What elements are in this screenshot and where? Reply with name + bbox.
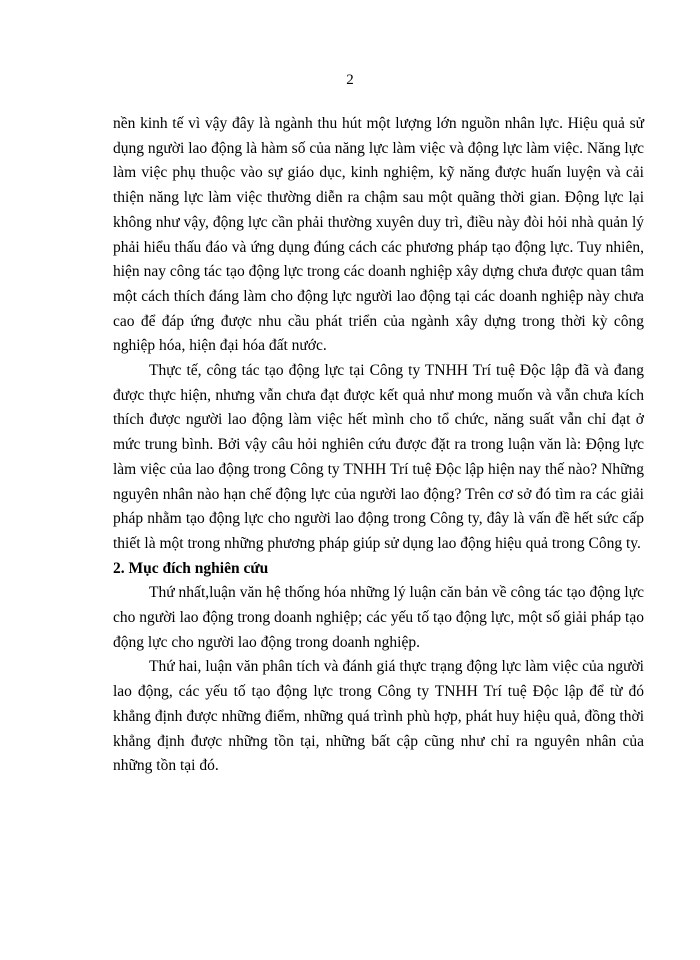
- paragraph-intro-continuation: nền kinh tế vì vậy đây là ngành thu hút một lượng lớn nguồn nhân lực. Hiệu quả sử dụng người lao động là hàm số của năng lực làm việc và động lực làm việc. Năng lực làm việc phụ thuộc vào sự giáo dục, kinh nghiệm, kỹ năng được huấn luyện và cải thiện năng lực làm việc thường diễn ra chậm sau một quãng thời gian. Động lực lại không như vậy, động lực cần phải thường xuyên duy trì, điều này đòi hỏi nhà quản lý phải hiểu thấu đáo và ứng dụng đúng cách các phương pháp tạo động lực. Tuy nhiên, hiện nay công tác tạo động lực trong các doanh nghiệp xây dựng chưa được quan tâm một cách thích đáng làm cho động lực người lao động tại các doanh nghiệp này chưa cao để đáp ứng được nhu cầu phát triển của ngành xây dựng trong thời kỳ công nghiệp hóa, hiện đại hóa đất nước.: [113, 115, 644, 355]
- section-heading-research-purpose: 2. Mục đích nghiên cứu: [113, 559, 269, 577]
- paragraph-purpose-second: Thứ hai, luận văn phân tích và đánh giá thực trạng động lực làm việc của người lao động, các yếu tố tạo động lực trong Công ty TNHH Trí tuệ Độc lập để từ đó khẳng định được những điểm, những quá trình phù hợp, phát huy hiệu quả, đồng thời khẳng định được những tồn tại, những bất cập cũng như chỉ ra nguyên nhân của những tồn tại đó.: [113, 658, 644, 775]
- body-text: [113, 112, 644, 779]
- paragraph-purpose-first: Thứ nhất,luận văn hệ thống hóa những lý luận căn bản về công tác tạo động lực cho người lao động trong doanh nghiệp; các yếu tố tạo động lực, một số giải pháp tạo động lực cho người lao động trong doanh nghiệp.: [113, 584, 644, 651]
- paragraph-reality: Thực tế, công tác tạo động lực tại Công ty TNHH Trí tuệ Độc lập đã và đang được thực hiện, nhưng vẫn chưa đạt được kết quả như mong muốn và vẫn chưa kích thích được người lao động làm việc hết mình cho tổ chức, năng suất vẫn chỉ đạt ở mức trung bình. Bởi vậy câu hỏi nghiên cứu được đặt ra trong luận văn là: Động lực làm việc của lao động trong Công ty TNHH Trí tuệ Độc lập hiện nay thế nào? Những nguyên nhân nào hạn chế động lực của người lao động? Trên cơ sở đó tìm ra các giải pháp nhằm tạo động lực cho người lao động trong Công ty, đây là vấn đề hết sức cấp thiết là một trong những phương pháp giúp sử dụng lao động hiệu quả trong Công ty.: [113, 362, 644, 552]
- page-number: 2: [346, 72, 354, 88]
